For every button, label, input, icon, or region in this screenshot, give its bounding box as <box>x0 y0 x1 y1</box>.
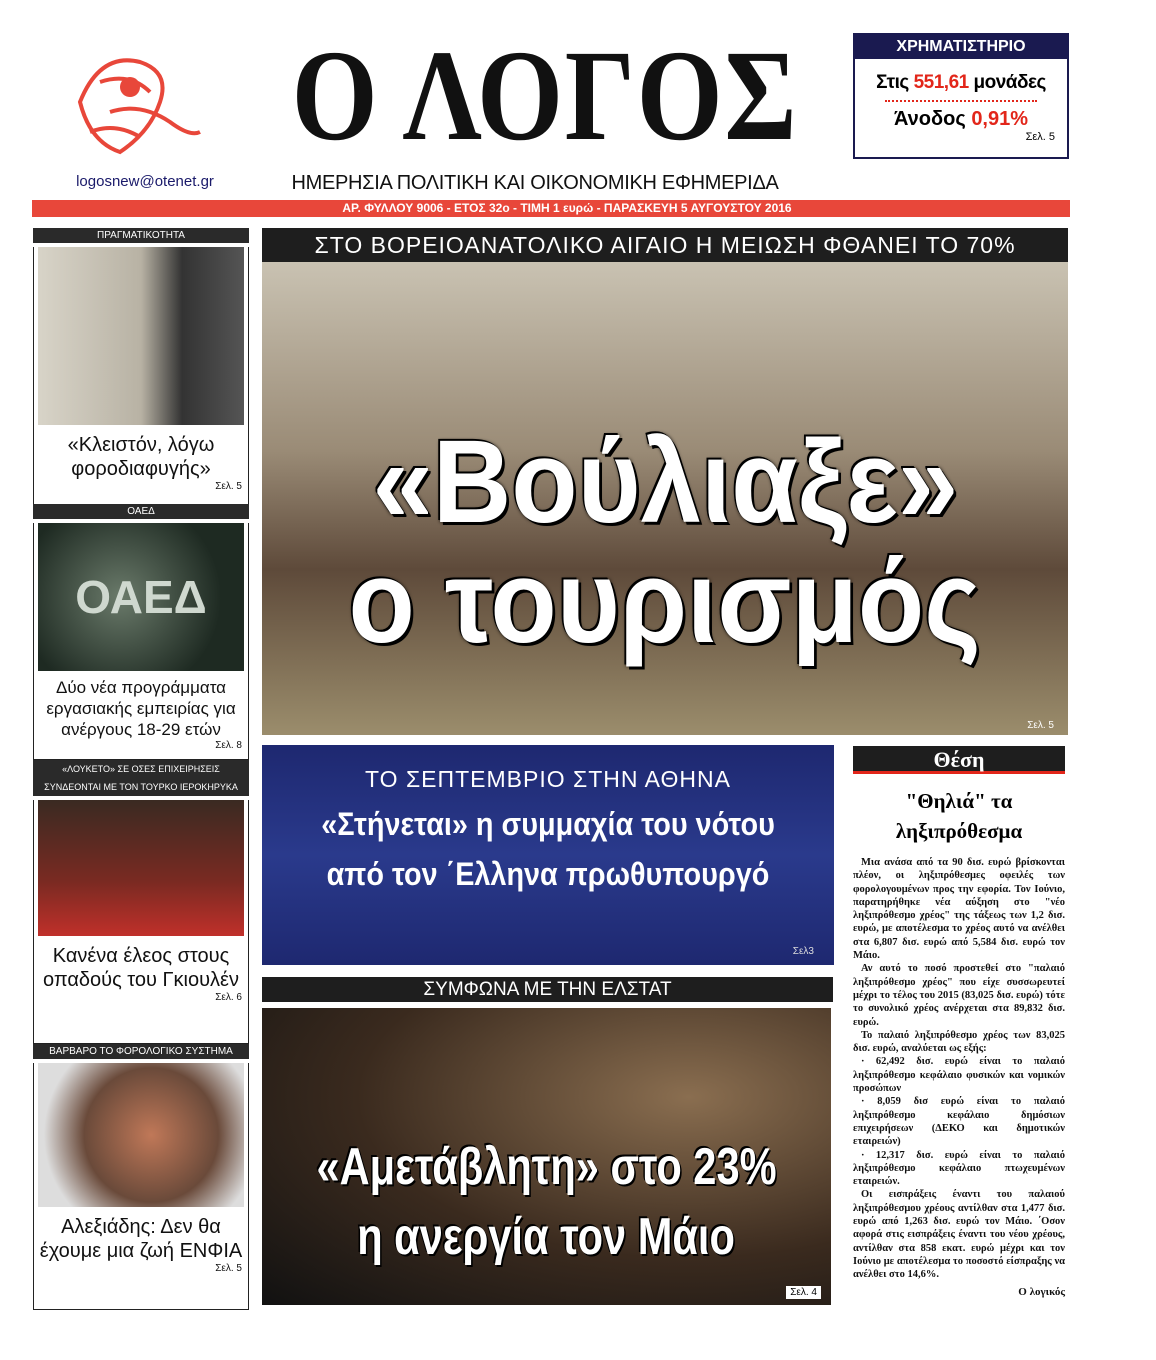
left-story-4[interactable] <box>33 1044 249 1306</box>
column-body <box>853 856 1065 1299</box>
headline-1-text: «Στήνεται» η συμμαχία του νότου <box>321 806 775 842</box>
issue-line: ΑΡ. ΦΥΛΛΟΥ 9006 - ΕΤΟΣ 32ο - ΤΙΜΗ 1 ευρώ - ΠΑΡΑΣΚΕΥΗ 5 ΑΥΓΟΥΣΤΟΥ 2016 <box>342 201 792 215</box>
masthead <box>255 26 835 166</box>
lead-headline-1 <box>262 416 1068 548</box>
logo-dove-icon <box>60 42 205 167</box>
page-ref: Σελ. 6 <box>215 992 242 1003</box>
lead-photo[interactable] <box>262 262 1068 735</box>
stock-pre: Στις <box>876 72 914 93</box>
kicker: ΤΟ ΣΕΠΤΕΜΒΡΙΟ ΣΤΗΝ ΑΘΗΝΑ <box>365 766 731 792</box>
left-story-3[interactable] <box>33 760 249 1040</box>
third-story-photo[interactable] <box>262 1008 831 1305</box>
headline-1 <box>262 799 834 849</box>
lead-headline-1-text: «Βούλιαξε» <box>372 416 958 548</box>
stock-value-line <box>855 71 1067 95</box>
stock-title: ΧΡΗΜΑΤΙΣΤΗΡΙΟ <box>855 35 1067 59</box>
page-ref: Σελ. 5 <box>1025 131 1055 143</box>
second-story[interactable] <box>262 745 834 965</box>
page-ref: Σελ. 4 <box>786 1286 821 1299</box>
column-label: Θέση <box>853 746 1065 774</box>
signature: Ο λογικός <box>1018 1285 1065 1298</box>
page-ref: Σελ. 8 <box>215 740 242 751</box>
paragraph: · 62,492 δισ. ευρώ είναι το παλαιό ληξιπρόθεσμο κεφάλαιο φυσικών και νομικών προσώπων <box>853 1056 1065 1095</box>
headline-2 <box>262 849 834 899</box>
paragraph: Το παλαιό ληξιπρόθεσμο χρέος των 83,025 δισ. ευρώ, αναλύεται ως εξής: <box>853 1029 1065 1055</box>
stock-change-line <box>855 107 1067 131</box>
headline: Δύο νέα προγράμματα εργασιακής εμπειρίας για ανέργους 18-29 ετών <box>46 678 236 739</box>
page-ref: Σελ. 5 <box>1027 720 1054 731</box>
paragraph: Οι εισπράξεις έναντι του παλαιού ληξιπρόθεσμου χρέους αντίλθαν στα 1,477 δισ. ευρώ από 1,263 δισ. ευρώ τον Μάιο. ΄Οσον αφορά στις εισπράξεις έναντι του νέου χρέους, αντίλθαν στα 858 εκατ. ευρώ μέχρι και τον Ιούνιο με αποτέλεσμα το ποσοστό είσπραξης να ανέλθει στο 14,6%. <box>853 1189 1065 1281</box>
headline: «Κλειστόν, λόγω φοροδιαφυγής» <box>67 434 215 480</box>
kicker: «ΛΟΥΚΕΤΟ» ΣΕ ΟΣΕΣ ΕΠΙΧΕΙΡΗΣΕΙΣ ΣΥΝΔΕΟΝΤΑΙ ΜΕ ΤΟΝ ΤΟΥΡΚΟ ΙΕΡΟΚΗΡΥΚΑ <box>33 760 249 796</box>
headline: Κανένα έλεος στους οπαδούς του Γκιουλέν <box>43 945 239 991</box>
page-ref: Σελ. 5 <box>215 481 242 492</box>
subtitle: ΗΜΕΡΗΣΙΑ ΠΟΛΙΤΙΚΗ ΚΑΙ ΟΙΚΟΝΟΜΙΚΗ ΕΦΗΜΕΡΙΔΑ <box>291 172 779 194</box>
lead-kicker: ΣΤΟ ΒΟΡΕΙΟΑΝΑΤΟΛΙΚΟ ΑΙΓΑΙΟ Η ΜΕΙΩΣΗ ΦΘΑΝΕΙ ΤΟ 70% <box>262 228 1068 262</box>
lead-headline-2-text: ο τουρισμός <box>348 536 982 668</box>
kicker: ΠΡΑΓΜΑΤΙΚΟΤΗΤΑ <box>33 228 249 243</box>
stock-box <box>853 33 1069 159</box>
oaed-photo: ΟΑΕΔ <box>38 523 244 671</box>
headline-1 <box>262 1134 831 1200</box>
paragraph: · 12,317 δισ. ευρώ είναι το παλαιό ληξιπρόθεσμο κεφάλαιο πτωχευμένων εταιρειών. <box>853 1149 1065 1188</box>
stock-value: 551,61 <box>913 72 969 93</box>
column-headline: "Θηλιά" τα ληξιπρόθεσμα <box>895 789 1023 843</box>
lead-headline-2 <box>262 536 1068 668</box>
left-story-2[interactable] <box>33 504 249 756</box>
shop-photo <box>38 247 244 425</box>
masthead-text: Ο ΛΟΓΟΣ <box>291 24 799 168</box>
stock-change: 0,91% <box>971 108 1029 130</box>
paragraph: · 8,059 δισ ευρώ είναι το παλαιό ληξιπρόθεσμο κεφάλαιο δημόσιων επιχειρήσεων (ΔΕΚΟ και δημοτικών εταιρειών) <box>853 1096 1065 1148</box>
headline-2 <box>262 1204 831 1270</box>
email-address[interactable]: logosnew@otenet.gr <box>76 173 214 190</box>
paragraph: Μια ανάσα από τα 90 δισ. ευρώ βρίσκονται πλέον, οι ληξιπρόθεσμες οφειλές των φορολογουμένων προς την εφορία. Τον Ιούνιο, παρατηρήθηκε νέα αύξηση στο "νέο ληξιπρόθεσμο χρέος" της τάξεως των 1,2 δισ. ευρώ, με αποτέλεσμα το χρέος αυτό να ανέλθει στα 6,807 δισ. ευρώ από 5,584 δισ. ευρώ τον Μάιο. <box>853 857 1065 962</box>
headline-2-text: η ανεργία τον Μάιο <box>357 1208 736 1266</box>
headline: Αλεξιάδης: Δεν θα έχουμε μια ζωή ΕΝΦΙΑ <box>39 1216 243 1262</box>
kicker: ΒΑΡΒΑΡΟ ΤΟ ΦΟΡΟΛΟΓΙΚΟ ΣΥΣΤΗΜΑ <box>33 1044 249 1059</box>
stock-post: μονάδες <box>968 72 1046 93</box>
erdogan-photo <box>38 800 244 936</box>
divider <box>885 100 1037 102</box>
headline-2-text: από τον ΄Ελληνα πρωθυπουργό <box>326 856 770 892</box>
issue-bar <box>32 200 1070 217</box>
third-kicker: ΣΥΜΦΩΝΑ ΜΕ ΤΗΝ ΕΛΣΤΑΤ <box>262 977 833 1002</box>
kicker: ΟΑΕΔ <box>33 504 249 519</box>
alexiadis-photo <box>38 1063 244 1207</box>
left-story-1[interactable] <box>33 228 249 501</box>
stock-change-label: Άνοδος <box>893 108 972 130</box>
headline-1-text: «Αμετάβλητη» στο 23% <box>316 1138 777 1196</box>
page-ref: Σελ3 <box>792 946 814 957</box>
page-ref: Σελ. 5 <box>215 1263 242 1274</box>
paragraph: Αν αυτό το ποσό προστεθεί στο "παλαιό ληξιπρόθεσμο χρέος" που είχε συσσωρευτεί μέχρι το τέλος του 2015 (83,025 δισ. ευρώ) τότε το συνολικό χρέος ανέρχεται στα 89,832 δισ. ευρώ. <box>853 963 1065 1028</box>
